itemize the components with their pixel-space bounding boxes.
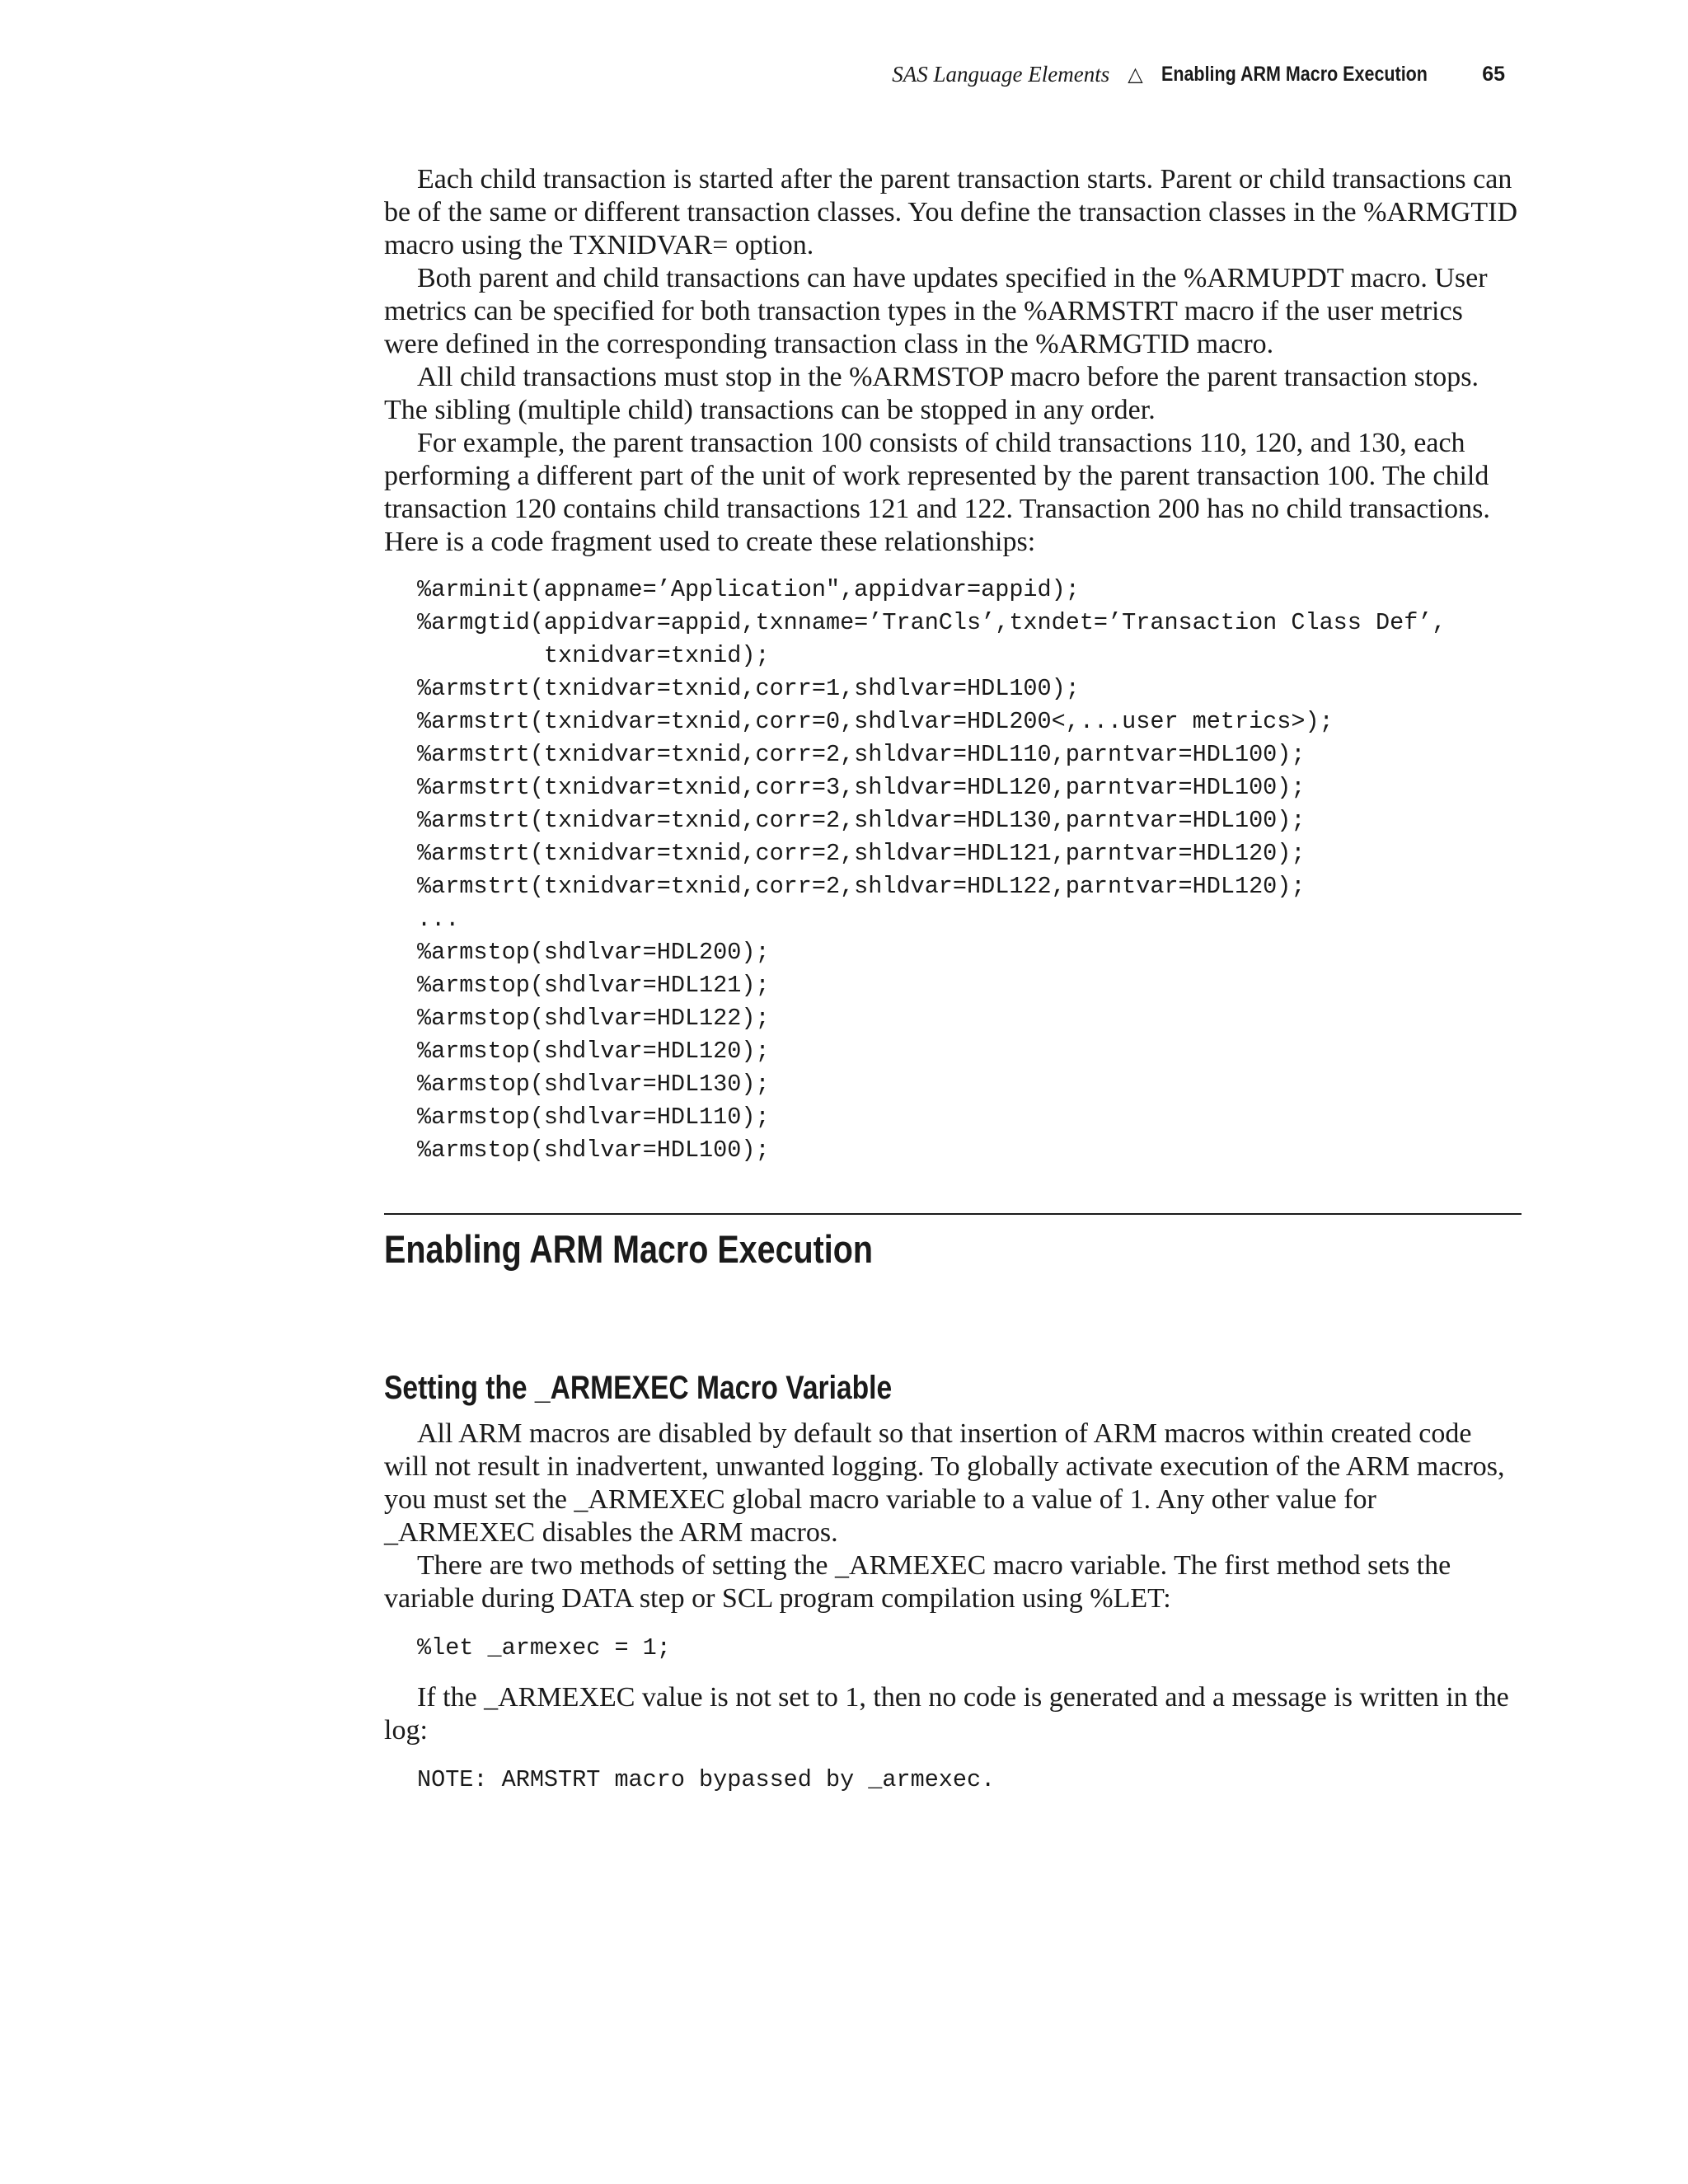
body-paragraph: All ARM macros are disabled by default so that insertion of ARM macros within created code will not result in inadvertent, unwanted logging. To globally activate execution of the ARM macros, you must set the _ARMEXEC global macro variable to a value of 1. Any other value for _ARMEXEC disables the ARM macros. xyxy=(384,1418,1505,1548)
page-number: 65 xyxy=(1482,62,1505,86)
running-section-title: Enabling ARM Macro Execution xyxy=(1160,62,1428,86)
running-header xyxy=(892,58,1505,91)
body-paragraph: Each child transaction is started after the parent transaction starts. Parent or child transactions can be of the same or different transaction classes. You define the transaction classes in the %ARMGTID macro using the TXNIDVAR= option. xyxy=(384,164,1518,260)
body-paragraph: If the _ARMEXEC value is not set to 1, then no code is generated and a message is written in the log: xyxy=(384,1682,1509,1746)
body-paragraph: All child transactions must stop in the %ARMSTOP macro before the parent transaction stops. The sibling (multiple child) transactions can be stopped in any order. xyxy=(384,362,1479,425)
body-paragraph: Both parent and child transactions can have updates specified in the %ARMUPDT macro. User metrics can be specified for both transaction types in the %ARMSTRT macro if the user metrics were defined in the corresponding transaction class in the %ARMGTID macro. xyxy=(384,263,1488,359)
body-paragraph: For example, the parent transaction 100 consists of child transactions 110, 120, and 130, each performing a different part of the unit of work represented by the parent transaction 100. The child transaction 120 contains child transactions 121 and 122. Transaction 200 has no child transactions. Here is a code fragment used to create these relationships: xyxy=(384,428,1490,557)
section-heading: Enabling ARM Macro Execution xyxy=(384,1227,874,1271)
code-let-example: %let _armexec = 1; xyxy=(417,1634,671,1661)
code-note-example: NOTE: ARMSTRT macro bypassed by _armexec. xyxy=(417,1766,996,1793)
book-title: SAS Language Elements xyxy=(892,61,1110,87)
page-content xyxy=(384,163,1522,1813)
section-divider xyxy=(384,1213,1522,1215)
subsection-heading: Setting the _ARMEXEC Macro Variable xyxy=(384,1370,893,1406)
code-fragment: %arminit(appname=’Application",appidvar=appid); %armgtid(appidvar=appid,txnname=’TranCls’,txndet=’Transaction Class Def’, txnidvar=txnid); %armstrt(txnidvar=txnid,corr=1,shdlvar=HDL100); %armstrt(txnidvar=txnid,corr=0,shdlvar=HDL200<,...user metrics>); %armstrt(txnidvar=txnid,corr=2,shldvar=HDL110,parntvar=HDL100); %armstrt(txnidvar=txnid,corr=3,shldvar=HDL120,parntvar=HDL100); %armstrt(txnidvar=txnid,corr=2,shldvar=HDL130,parntvar=HDL100); %armstrt(txnidvar=txnid,corr=2,shldvar=HDL121,parntvar=HDL120); %armstrt(txnidvar=txnid,corr=2,shldvar=HDL122,parntvar=HDL120); ... %armstop(shdlvar=HDL200); %armstop(shdlvar=HDL121); %armstop(shdlvar=HDL122); %armstop(shdlvar=HDL120); %armstop(shdlvar=HDL130); %armstop(shdlvar=HDL110); %armstop(shdlvar=HDL100); xyxy=(417,576,1447,1164)
triangle-icon: △ xyxy=(1128,63,1143,86)
body-paragraph: There are two methods of setting the _ARMEXEC macro variable. The first method sets the variable during DATA step or SCL program compilation using %LET: xyxy=(384,1550,1451,1614)
